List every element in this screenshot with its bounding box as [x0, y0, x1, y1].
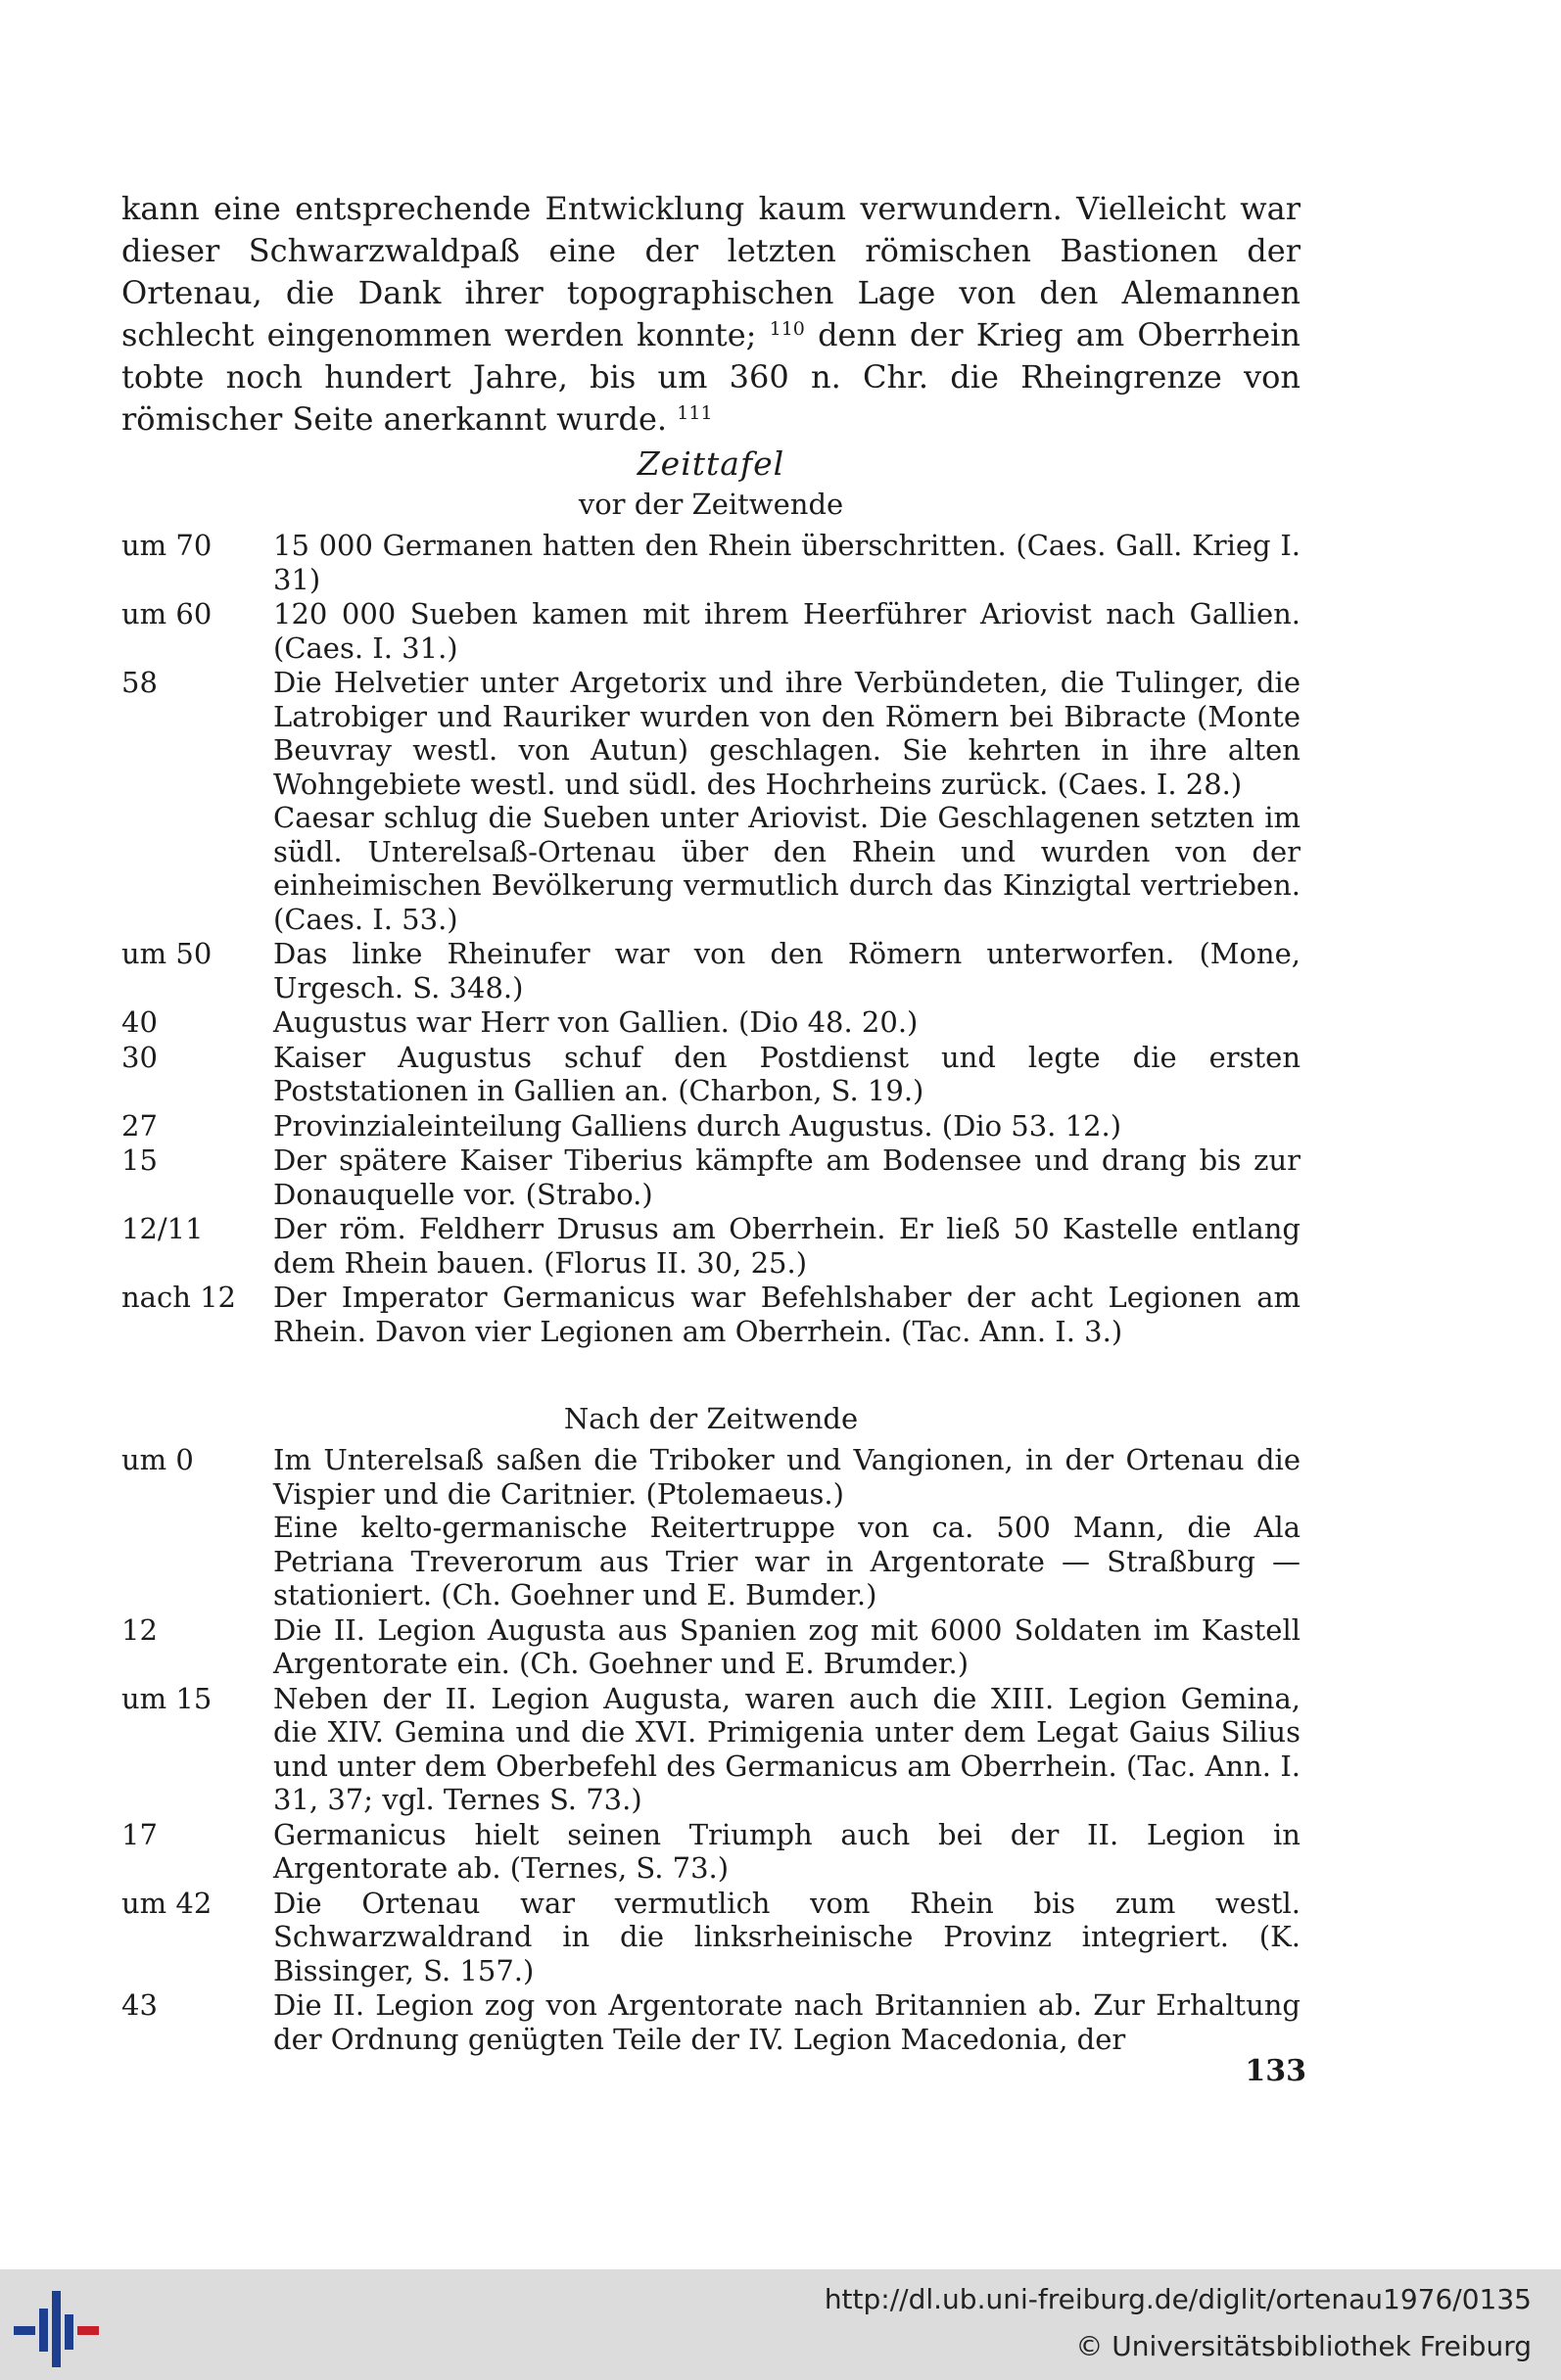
entry-text [273, 1143, 1301, 1211]
entry-text [273, 1109, 1301, 1143]
intro-text-2: denn der Krieg am Oberrhein tobte noch hundert Jahre, bis um 360 n. Chr. die Rheingrenze von römischer Seite anerkannt wurde. [121, 316, 1301, 438]
entry-paragraph: Die Ortenau war vermutlich vom Rhein bis zum westl. Schwarzwaldrand in die linksrheinische Provinz integriert. (K. Bissinger, S. 157.) [273, 1886, 1301, 1987]
footer-bar [0, 2269, 1561, 2380]
section-heading-before: vor der Zeitwende [578, 488, 844, 521]
entry-paragraph: Germanicus hielt seinen Triumph auch bei der II. Legion in Argentorate ab. (Ternes, S. 73.) [273, 1817, 1301, 1885]
entry-date: um 15 [121, 1681, 213, 1715]
entry-date: 30 [121, 1040, 158, 1074]
ub-freiburg-logo-icon [14, 2287, 102, 2369]
entry-text [273, 666, 1301, 936]
entry-date: 40 [121, 1005, 158, 1039]
entry-date: 15 [121, 1143, 158, 1177]
entry-paragraph: Der Imperator Germanicus war Befehlshaber der acht Legionen am Rhein. Davon vier Legionen am Oberrhein. (Tac. Ann. I. 3.) [273, 1281, 1301, 1348]
intro-paragraph [121, 188, 1301, 441]
entry-text [273, 1613, 1301, 1681]
entry-date: 58 [121, 666, 158, 699]
entry-text [273, 1281, 1301, 1348]
timeline-entry [121, 1682, 1301, 1817]
entry-text [273, 1041, 1301, 1108]
entry-date: um 70 [121, 529, 213, 562]
timeline-entry [121, 1613, 1301, 1681]
entry-text [273, 1443, 1301, 1612]
entry-paragraph: Kaiser Augustus schuf den Postdienst und legte die ersten Poststationen in Gallien an. (Charbon, S. 19.) [273, 1040, 1301, 1107]
entry-date: um 0 [121, 1443, 194, 1476]
timeline-entry [121, 1041, 1301, 1108]
timeline-entry [121, 1005, 1301, 1040]
entry-date: um 50 [121, 937, 213, 970]
entry-text [273, 1005, 1301, 1040]
entry-date: 43 [121, 1988, 158, 2022]
entry-date: 12/11 [121, 1212, 204, 1245]
entry-paragraph: Das linke Rheinufer war von den Römern unterworfen. (Mone, Urgesch. S. 348.) [273, 937, 1301, 1004]
entry-text [273, 937, 1301, 1004]
timeline-entry [121, 1281, 1301, 1348]
entry-date: 17 [121, 1817, 158, 1851]
timeline-entry [121, 1212, 1301, 1280]
entry-text [273, 1818, 1301, 1886]
entry-paragraph: Im Unterelsaß saßen die Triboker und Vangionen, in der Ortenau die Vispier und die Caritnier. (Ptolemaeus.) [273, 1443, 1301, 1511]
entry-date: um 60 [121, 597, 213, 630]
footer-url-link[interactable]: http://dl.ub.uni-freiburg.de/diglit/ortenau1976/0135 [824, 2283, 1532, 2315]
timeline-before [121, 529, 1301, 1349]
section-heading-after: Nach der Zeitwende [563, 1402, 859, 1435]
page-number: 133 [1245, 2054, 1306, 2088]
entry-text [273, 1887, 1301, 1988]
entry-paragraph: Provinzialeinteilung Galliens durch Augustus. (Dio 53. 12.) [273, 1108, 1122, 1143]
entry-text [273, 1682, 1301, 1817]
entry-paragraph: Caesar schlug die Sueben unter Ariovist. Die Geschlagenen setzten im südl. Unterelsaß-Ortenau über den Rhein und wurden von der einheimischen Bevölkerung vermutlich durch das Kinzigtal vertrieben. (Caes. I. 53.) [273, 801, 1301, 936]
entry-paragraph: Die II. Legion zog von Argentorate nach Britannien ab. Zur Erhaltung der Ordnung genügten Teile der IV. Legion Macedonia, der [273, 1988, 1301, 2056]
timeline-entry [121, 529, 1301, 596]
intro-text-1: kann eine entsprechende Entwicklung kaum verwundern. Vielleicht war dieser Schwarzwaldpaß eine der letzten römischen Bastionen der Ortenau, die Dank ihrer topographischen Lage von den Alemannen schlecht eingenommen werden konnte; [121, 190, 1301, 353]
entry-date: 27 [121, 1108, 158, 1143]
entry-paragraph: 120 000 Sueben kamen mit ihrem Heerführer Ariovist nach Gallien. (Caes. I. 31.) [273, 597, 1301, 665]
entry-paragraph: Eine kelto-germanische Reitertruppe von ca. 500 Mann, die Ala Petriana Treverorum aus Trier war in Argentorate — Straßburg — stationiert. (Ch. Goehner und E. Bumder.) [273, 1511, 1301, 1611]
footnote-ref-110[interactable]: 110 [769, 318, 805, 340]
entry-paragraph: Neben der II. Legion Augusta, waren auch die XIII. Legion Gemina, die XIV. Gemina und die XVI. Primigenia unter dem Legat Gaius Silius und unter dem Oberbefehl des Germanicus am Oberrhein. (Tac. Ann. I. 31, 37; vgl. Ternes S. 73.) [273, 1681, 1301, 1816]
entry-paragraph: Augustus war Herr von Gallien. (Dio 48. 20.) [273, 1005, 919, 1039]
footnote-ref-111[interactable]: 111 [677, 402, 713, 424]
entry-date: nach 12 [121, 1281, 237, 1314]
entry-paragraph: Die II. Legion Augusta aus Spanien zog mit 6000 Soldaten im Kastell Argentorate ein. (Ch. Goehner und E. Brumder.) [273, 1612, 1301, 1680]
timeline-entry [121, 1143, 1301, 1211]
zeittafel-title: Zeittafel [637, 444, 785, 483]
entry-paragraph: Der spätere Kaiser Tiberius kämpfte am Bodensee und drang bis zur Donauquelle vor. (Strabo.) [273, 1143, 1301, 1211]
entry-date: 12 [121, 1612, 158, 1647]
timeline-entry [121, 1887, 1301, 1988]
entry-paragraph: Die Helvetier unter Argetorix und ihre Verbündeten, die Tulinger, die Latrobiger und Rauriker wurden von den Römern bei Bibracte (Monte Beuvray westl. von Autun) geschlagen. Sie kehrten in ihre alten Wohngebiete westl. und südl. des Hochrheins zurück. (Caes. I. 28.) [273, 666, 1301, 801]
entry-paragraph: Der röm. Feldherr Drusus am Oberrhein. Er ließ 50 Kastelle entlang dem Rhein bauen. (Florus II. 30, 25.) [273, 1212, 1301, 1280]
entry-text [273, 597, 1301, 665]
timeline-entry [121, 1818, 1301, 1886]
entry-date: um 42 [121, 1886, 213, 1920]
entry-text [273, 1212, 1301, 1280]
timeline-entry [121, 1988, 1301, 2056]
timeline-entry [121, 1109, 1301, 1143]
timeline-after [121, 1443, 1301, 2057]
footer-copyright: © Universitätsbibliothek Freiburg [1075, 2330, 1532, 2362]
entry-paragraph: 15 000 Germanen hatten den Rhein überschritten. (Caes. Gall. Krieg I. 31) [273, 529, 1301, 596]
entry-text [273, 529, 1301, 596]
timeline-entry [121, 666, 1301, 936]
timeline-entry [121, 597, 1301, 665]
timeline-entry [121, 1443, 1301, 1612]
entry-text [273, 1988, 1301, 2056]
timeline-entry [121, 937, 1301, 1004]
